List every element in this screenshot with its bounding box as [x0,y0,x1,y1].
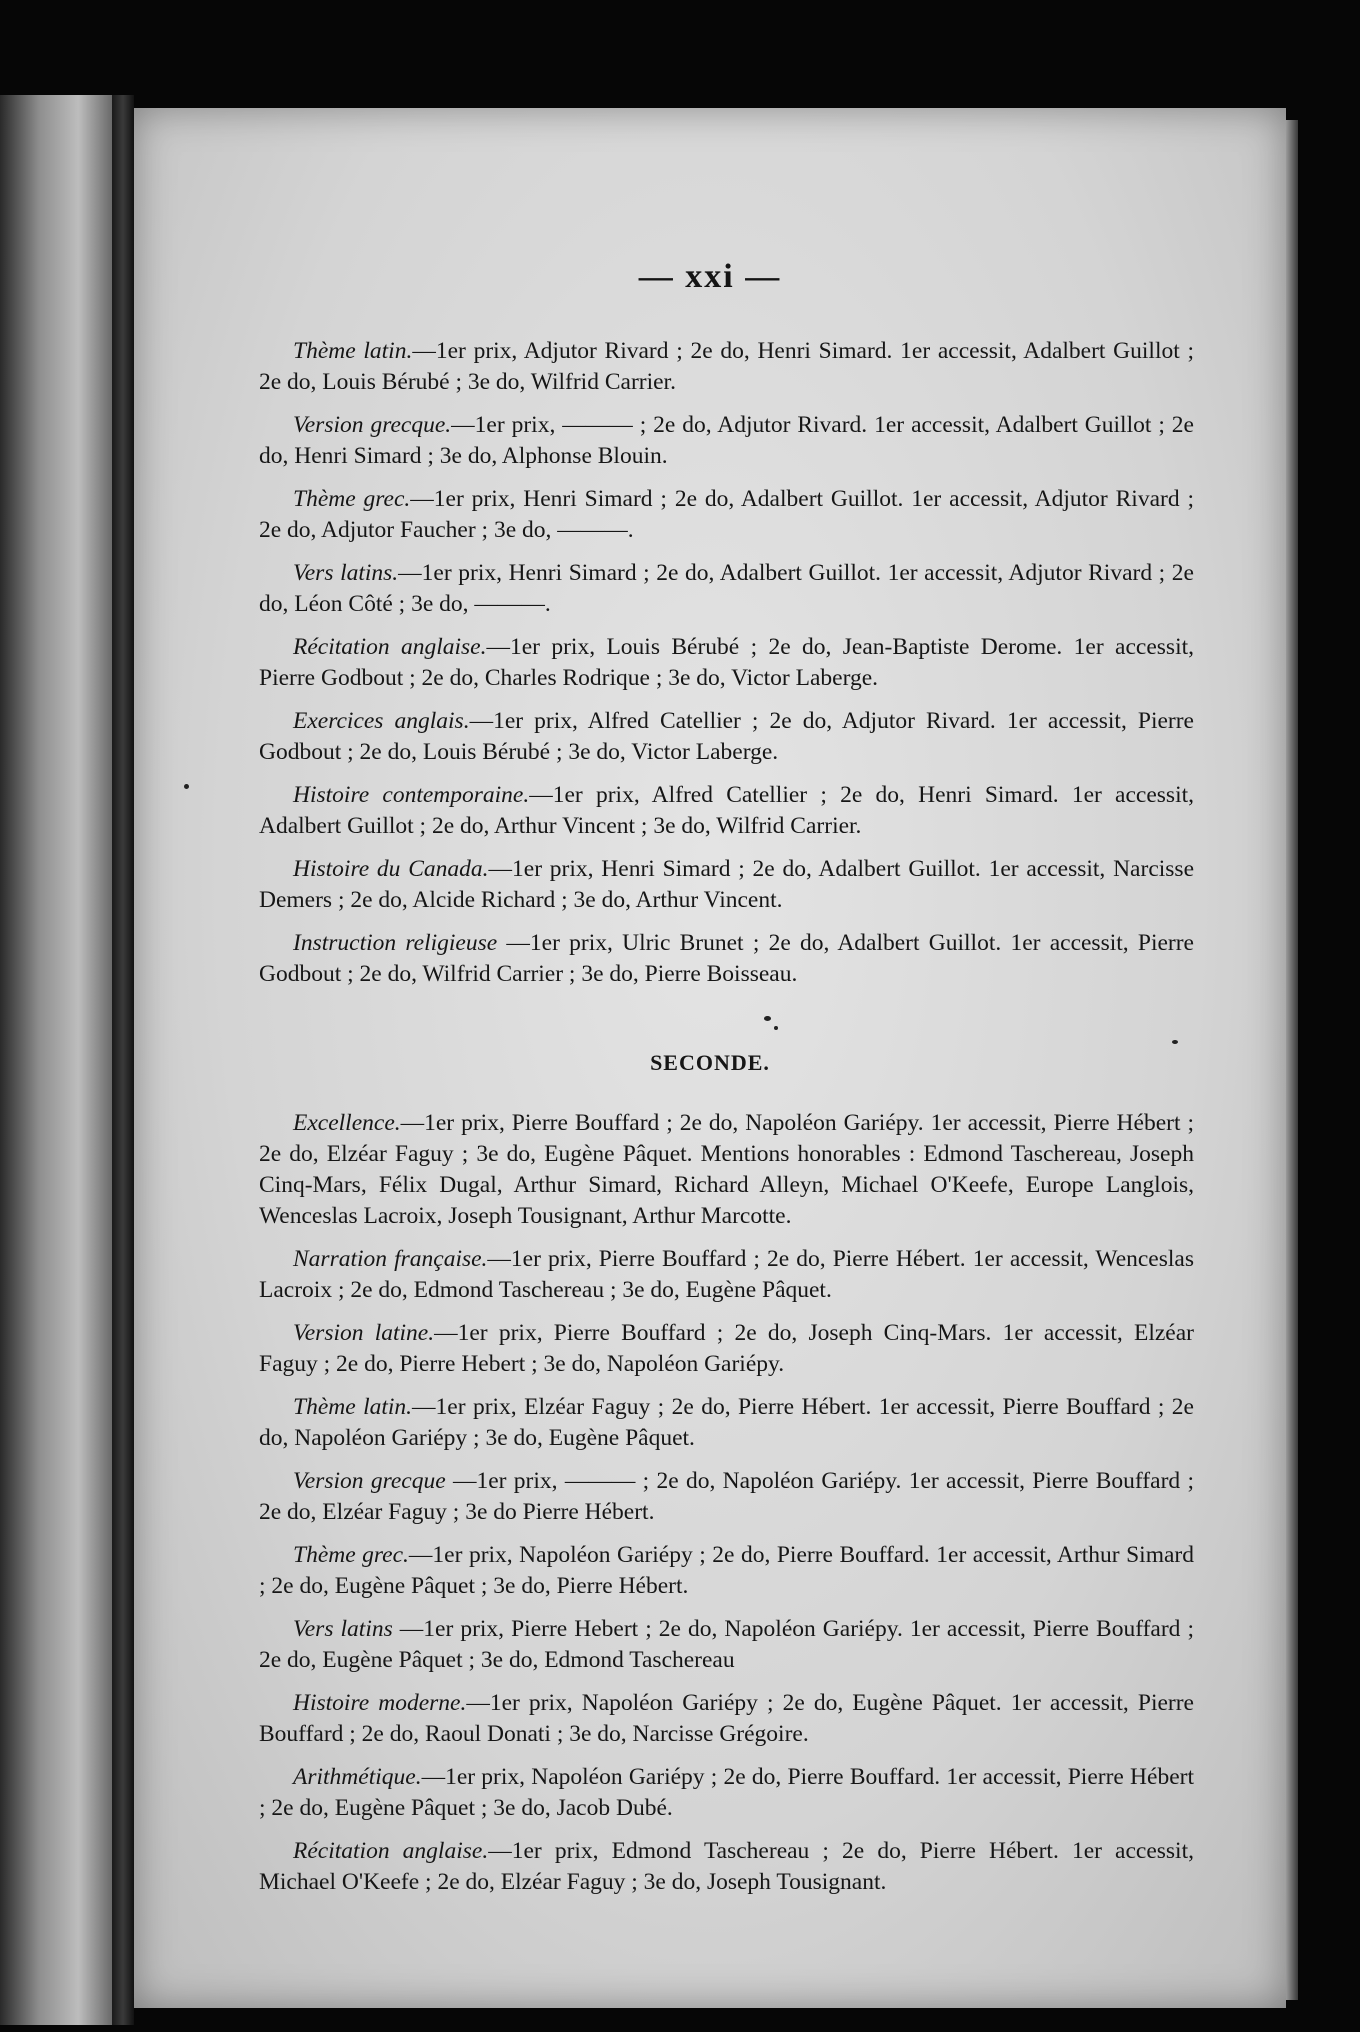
prize-text: —1er prix, Henri Simard ; 2e do, Adalbert Guillot. 1er accessit, Adjutor Rivard ; 2e do, Adjutor Faucher ; 3e do, ———. [259,486,1194,543]
ink-speck [774,1026,778,1030]
prize-entry [259,1762,1194,1824]
prize-list-top [259,336,1194,1002]
subject-label: Version grecque [293,1468,446,1494]
prize-entry [259,410,1194,472]
ink-speck [764,1016,771,1021]
prize-entry [259,1244,1194,1306]
prize-text: —1er prix, Alfred Catellier ; 2e do, Adjutor Rivard. 1er accessit, Pierre Godbout ; 2e do, Louis Bérubé ; 3e do, Victor Laberge. [259,708,1194,765]
subject-label: Vers latins. [293,560,399,586]
section-heading: SECONDE. [650,1050,770,1075]
prize-text: —1er prix, Napoléon Gariépy ; 2e do, Eugène Pâquet. 1er accessit, Pierre Bouffard ; 2e do, Raoul Donati ; 3e do, Narcisse Grégoire. [259,1690,1194,1747]
prize-text: —1er prix, Pierre Bouffard ; 2e do, Napoléon Gariépy. 1er accessit, Pierre Hébert ; 2e do, Elzéar Faguy ; 3e do, Eugène Pâquet. Mentions honorables : Edmond Taschereau, Joseph Cinq-Mars, Félix Dugal, Arthur Simard, Richard Alleyn, Michael O'Keefe, Europe Langlois, Wenceslas Lacroix, Joseph Tousignant, Arthur Marcotte. [259,1110,1194,1229]
prize-text: —1er prix, Elzéar Faguy ; 2e do, Pierre Hébert. 1er accessit, Pierre Bouffard ; 2e do, Napoléon Gariépy ; 3e do, Eugène Pâquet. [259,1394,1194,1451]
subject-label: Exercices anglais. [293,708,470,734]
prize-entry [259,1392,1194,1454]
ink-speck [184,784,189,789]
subject-label: Récitation anglaise. [293,634,487,660]
document-page [134,108,1286,2008]
prize-text: —1er prix, Pierre Bouffard ; 2e do, Joseph Cinq-Mars. 1er accessit, Elzéar Faguy ; 2e do, Pierre Hebert ; 3e do, Napoléon Gariépy. [259,1320,1194,1377]
subject-label: Histoire moderne. [293,1690,467,1716]
subject-label: Thème grec. [293,1542,409,1568]
prize-text: —1er prix, Henri Simard ; 2e do, Adalbert Guillot. 1er accessit, Adjutor Rivard ; 2e do, Léon Côté ; 3e do, ———. [259,560,1194,617]
subject-label: Vers latins [293,1616,393,1642]
prize-text: —1er prix, Ulric Brunet ; 2e do, Adalbert Guillot. 1er accessit, Pierre Godbout ; 2e do, Wilfrid Carrier ; 3e do, Pierre Boisseau. [259,930,1194,987]
prize-entry [259,1466,1194,1528]
prize-text: —1er prix, ——— ; 2e do, Adjutor Rivard. 1er accessit, Adalbert Guillot ; 2e do, Henri Simard ; 3e do, Alphonse Blouin. [259,412,1194,469]
prize-text: —1er prix, Napoléon Gariépy ; 2e do, Pierre Bouffard. 1er accessit, Pierre Hébert ; 2e do, Eugène Pâquet ; 3e do, Jacob Dubé. [259,1764,1194,1821]
subject-label: Excellence. [293,1110,401,1136]
book-spine [112,95,134,2025]
prize-entry [259,1836,1194,1898]
subject-label: Histoire du Canada. [293,856,489,882]
prize-text: —1er prix, Edmond Taschereau ; 2e do, Pierre Hébert. 1er accessit, Michael O'Keefe ; 2e do, Elzéar Faguy ; 3e do, Joseph Tousignant. [259,1838,1194,1895]
prize-text: —1er prix, Pierre Hebert ; 2e do, Napoléon Gariépy. 1er accessit, Pierre Bouffard ; 2e do, Eugène Pâquet ; 3e do, Edmond Taschereau [259,1616,1194,1673]
prize-entry [259,484,1194,546]
prize-entry [259,336,1194,398]
prize-entry [259,1318,1194,1380]
prize-entry [259,780,1194,842]
page-number: — xxi — [638,258,782,295]
prize-entry [259,1688,1194,1750]
subject-label: Version latine. [293,1320,435,1346]
prize-text: —1er prix, Henri Simard ; 2e do, Adalbert Guillot. 1er accessit, Narcisse Demers ; 2e do, Alcide Richard ; 3e do, Arthur Vincent. [259,856,1194,913]
prize-text: —1er prix, Adjutor Rivard ; 2e do, Henri Simard. 1er accessit, Adalbert Guillot ; 2e do, Louis Bérubé ; 3e do, Wilfrid Carrier. [259,338,1194,395]
previous-page-edge [0,95,112,2025]
subject-label: Thème latin. [293,1394,413,1420]
prize-entry [259,706,1194,768]
ink-speck [1172,1040,1178,1044]
subject-label: Version grecque. [293,412,452,438]
prize-entry [259,632,1194,694]
subject-label: Récitation anglaise. [293,1838,489,1864]
prize-text: —1er prix, Pierre Bouffard ; 2e do, Pierre Hébert. 1er accessit, Wenceslas Lacroix ; 2e do, Edmond Taschereau ; 3e do, Eugène Pâquet. [259,1246,1194,1303]
prize-text: —1er prix, Alfred Catellier ; 2e do, Henri Simard. 1er accessit, Adalbert Guillot ; 2e do, Arthur Vincent ; 3e do, Wilfrid Carrier. [259,782,1195,839]
page-edge-shadow [1286,120,1298,2000]
prize-text: —1er prix, Napoléon Gariépy ; 2e do, Pierre Bouffard. 1er accessit, Arthur Simard ; 2e do, Eugène Pâquet ; 3e do, Pierre Hébert. [259,1542,1194,1599]
subject-label: Instruction religieuse [293,930,498,956]
prize-text: —1er prix, ——— ; 2e do, Napoléon Gariépy. 1er accessit, Pierre Bouffard ; 2e do, Elzéar Faguy ; 3e do Pierre Hébert. [259,1468,1194,1525]
prize-entry [259,558,1194,620]
prize-entry [259,854,1194,916]
prize-entry [259,1614,1194,1676]
prize-entry [259,1540,1194,1602]
subject-label: Narration française. [293,1246,488,1272]
subject-label: Thème grec. [293,486,411,512]
subject-label: Thème latin. [293,338,413,364]
prize-entry [259,1108,1194,1232]
prize-list-bottom [259,1108,1194,1910]
prize-text: —1er prix, Louis Bérubé ; 2e do, Jean-Baptiste Derome. 1er accessit, Pierre Godbout ; 2e do, Charles Rodrique ; 3e do, Victor Laberge. [259,634,1194,691]
prize-entry [259,928,1194,990]
subject-label: Arithmétique. [293,1764,422,1790]
subject-label: Histoire contemporaine. [293,782,530,808]
